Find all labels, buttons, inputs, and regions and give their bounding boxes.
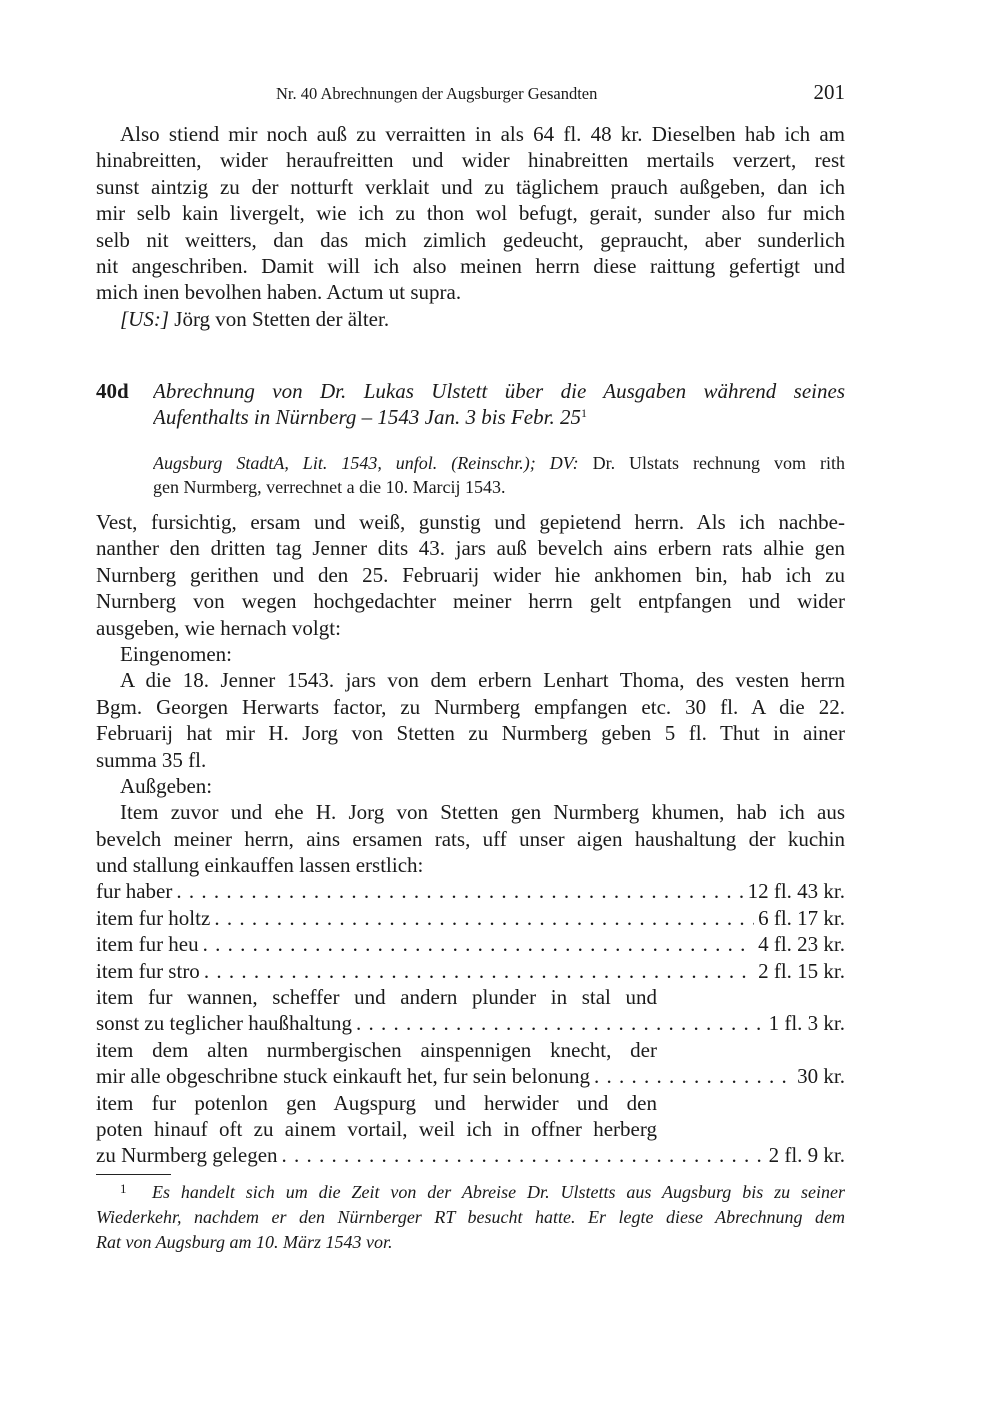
ledger-amount: 12 fl. 43 kr.: [747, 879, 845, 904]
text-line: bevelch meiner herrn, ains ersamen rats, uff unser aigen haushaltung der kuchin: [96, 826, 845, 851]
dot-leader: [214, 905, 754, 931]
running-head: [96, 80, 845, 108]
footnote-line: [96, 1180, 845, 1205]
text-line: Nurnberg von wegen hochgedachter meiner herrn gelt entpfangen und wider: [96, 589, 845, 614]
ledger-amount: 4 fl. 23 kr.: [758, 932, 845, 957]
dot-leader: [176, 878, 743, 904]
ledger-entry: [96, 1037, 845, 1090]
ledger-entry-line: [96, 958, 845, 984]
ledger-entry: [96, 931, 845, 957]
footnote: [96, 1180, 845, 1255]
text-line: A die 18. Jenner 1543. jars von dem erbern Lenhart Thoma, des vesten herrn: [120, 668, 845, 693]
title-text: Aufenthalts in Nürnberg – 1543 Jan. 3 bis Febr. 25: [153, 405, 581, 430]
section-number: 40d: [96, 379, 129, 403]
source-note: [153, 451, 845, 499]
text-line: mir selb kain livergelt, wie ich zu thon wol befugt, gerait, sunder also fur mich: [96, 201, 845, 226]
source-line: gen Nurmberg, verrechnet a die 10. Marcij 1543.: [153, 477, 506, 497]
text-line: nit angeschriben. Damit will ich also meinen herrn diese raittung gefertigt und: [96, 253, 845, 278]
footnote-line: Wiederkehr, nachdem er den Nürnberger RT besucht hatte. Er legte diese Abrechnung dem: [96, 1207, 845, 1227]
text-line: selb nit weitters, dan das mich zimlich gedeucht, gepraucht, aber sunderlich: [96, 227, 845, 252]
ledger-amount: 2 fl. 15 kr.: [758, 958, 845, 983]
dot-leader: [204, 958, 754, 984]
ledger-amount: 30 kr.: [797, 1064, 845, 1089]
signature: Jörg von Stetten der älter.: [169, 306, 390, 331]
ledger-item: zu Nurmberg gelegen: [96, 1143, 278, 1168]
subheading-ausgeben: Außgeben:: [120, 773, 213, 798]
title-line: [153, 404, 845, 430]
text-line: Bgm. Georgen Herwarts factor, zu Nurmberg empfangen etc. 30 fl. A die 22.: [96, 694, 845, 719]
section-title: [153, 378, 845, 431]
source-line: [153, 451, 845, 475]
text-line: ausgeben, wie hernach volgt:: [96, 615, 341, 640]
ledger-entry: [96, 1090, 845, 1169]
subheading-eingenomen: Eingenomen:: [120, 641, 232, 666]
ledger-entry-line: [96, 931, 845, 957]
text-line: nanther den dritten tag Jenner dits 43. jars auß bevelch ains erbern rats alhie gen: [96, 536, 845, 561]
ledger-entry-line: item fur potenlon gen Augspurg und herwider und den: [96, 1090, 657, 1115]
ledger-entry: [96, 958, 845, 984]
source-archive: Augsburg StadtA, Lit. 1543, unfol. (Reinschr.); DV:: [153, 453, 579, 473]
document-body: [96, 509, 845, 1169]
ledger-item: fur haber: [96, 879, 173, 904]
footnote-ref[interactable]: 1: [580, 406, 587, 421]
text-line: summa 35 fl.: [96, 747, 207, 772]
ledger-amount: 1 fl. 3 kr.: [768, 1011, 845, 1036]
text-line: Item zuvor und ehe H. Jorg von Stetten gen Nurmberg khumen, hab ich aus: [120, 800, 845, 825]
text-line: hinabreitten, wider heraufreitten und wider hinabreitten mertails verzert, rest: [96, 148, 845, 173]
text-line: sunst aintzig zu der notturft verklait und zu täglichem prauch außgeben, dan ich: [96, 174, 845, 199]
intro-paragraph: [96, 121, 845, 332]
ledger-entry-line: [96, 878, 845, 904]
ledger-entry-line: [96, 1142, 845, 1168]
dot-leader: [282, 1142, 765, 1168]
ledger-item: item fur holtz: [96, 905, 211, 930]
ledger-item: item fur heu: [96, 932, 199, 957]
ledger-item: item fur stro: [96, 958, 200, 983]
footnote-line: Rat von Augsburg am 10. März 1543 vor.: [96, 1232, 393, 1252]
signature-label: [US:]: [120, 306, 170, 331]
ledger-entry: [96, 878, 845, 904]
ledger-entry-line: [96, 905, 845, 931]
ledger-entry-line: poten hinauf oft zu ainem vortail, weil ich in offner herberg: [96, 1116, 657, 1141]
ledger-entry-line: item dem alten nurmbergischen ainspennigen knecht, der: [96, 1037, 657, 1062]
ledger-entry-line: item fur wannen, scheffer und andern plunder in stal und: [96, 985, 657, 1010]
text-line: Also stiend mir noch auß zu verraitten in als 64 fl. 48 kr. Dieselben hab ich am: [120, 122, 845, 146]
text-line: Nurnberg gerithen und den 25. Februarij wider hie ankhomen bin, hab ich zu: [96, 562, 845, 587]
text-line: Vest, fursichtig, ersam und weiß, gunstig und gepietend herrn. Als ich nachbe-: [96, 510, 845, 534]
ledger-item: mir alle obgeschribne stuck einkauft het, fur sein belonung: [96, 1064, 590, 1089]
footnote-text: Es handelt sich um die Zeit von der Abreise Dr. Ulstetts aus Augsburg bis zu seiner: [152, 1182, 845, 1202]
dot-leader: [594, 1063, 793, 1089]
text-line: Februarij hat mir H. Jorg von Stetten zu Nurmberg geben 5 fl. Thut in ainer: [96, 721, 845, 746]
text-line: und stallung einkauffen lassen erstlich:: [96, 853, 424, 878]
footnote-rule: [96, 1174, 171, 1175]
footnote-number: 1: [120, 1181, 127, 1196]
text-line: mich inen bevolhen haben. Actum ut supra.: [96, 280, 462, 305]
title-line: Abrechnung von Dr. Lukas Ulstett über die Ausgaben während seines: [153, 379, 845, 403]
ledger-amount: 6 fl. 17 kr.: [758, 905, 845, 930]
ledger-entry: [96, 984, 845, 1037]
ledger: [96, 878, 845, 1168]
dot-leader: [203, 931, 754, 957]
ledger-entry-line: [96, 1063, 845, 1089]
ledger-entry-line: [96, 1010, 845, 1036]
dot-leader: [356, 1010, 765, 1036]
signature-line: [96, 306, 845, 332]
source-text: Dr. Ulstats rechnung vom rith: [578, 453, 845, 473]
page-number: 201: [813, 80, 845, 104]
running-head-title: Nr. 40 Abrechnungen der Augsburger Gesandten: [276, 84, 598, 103]
ledger-amount: 2 fl. 9 kr.: [768, 1143, 845, 1168]
ledger-item: sonst zu teglicher haußhaltung: [96, 1011, 353, 1036]
ledger-entry: [96, 905, 845, 931]
